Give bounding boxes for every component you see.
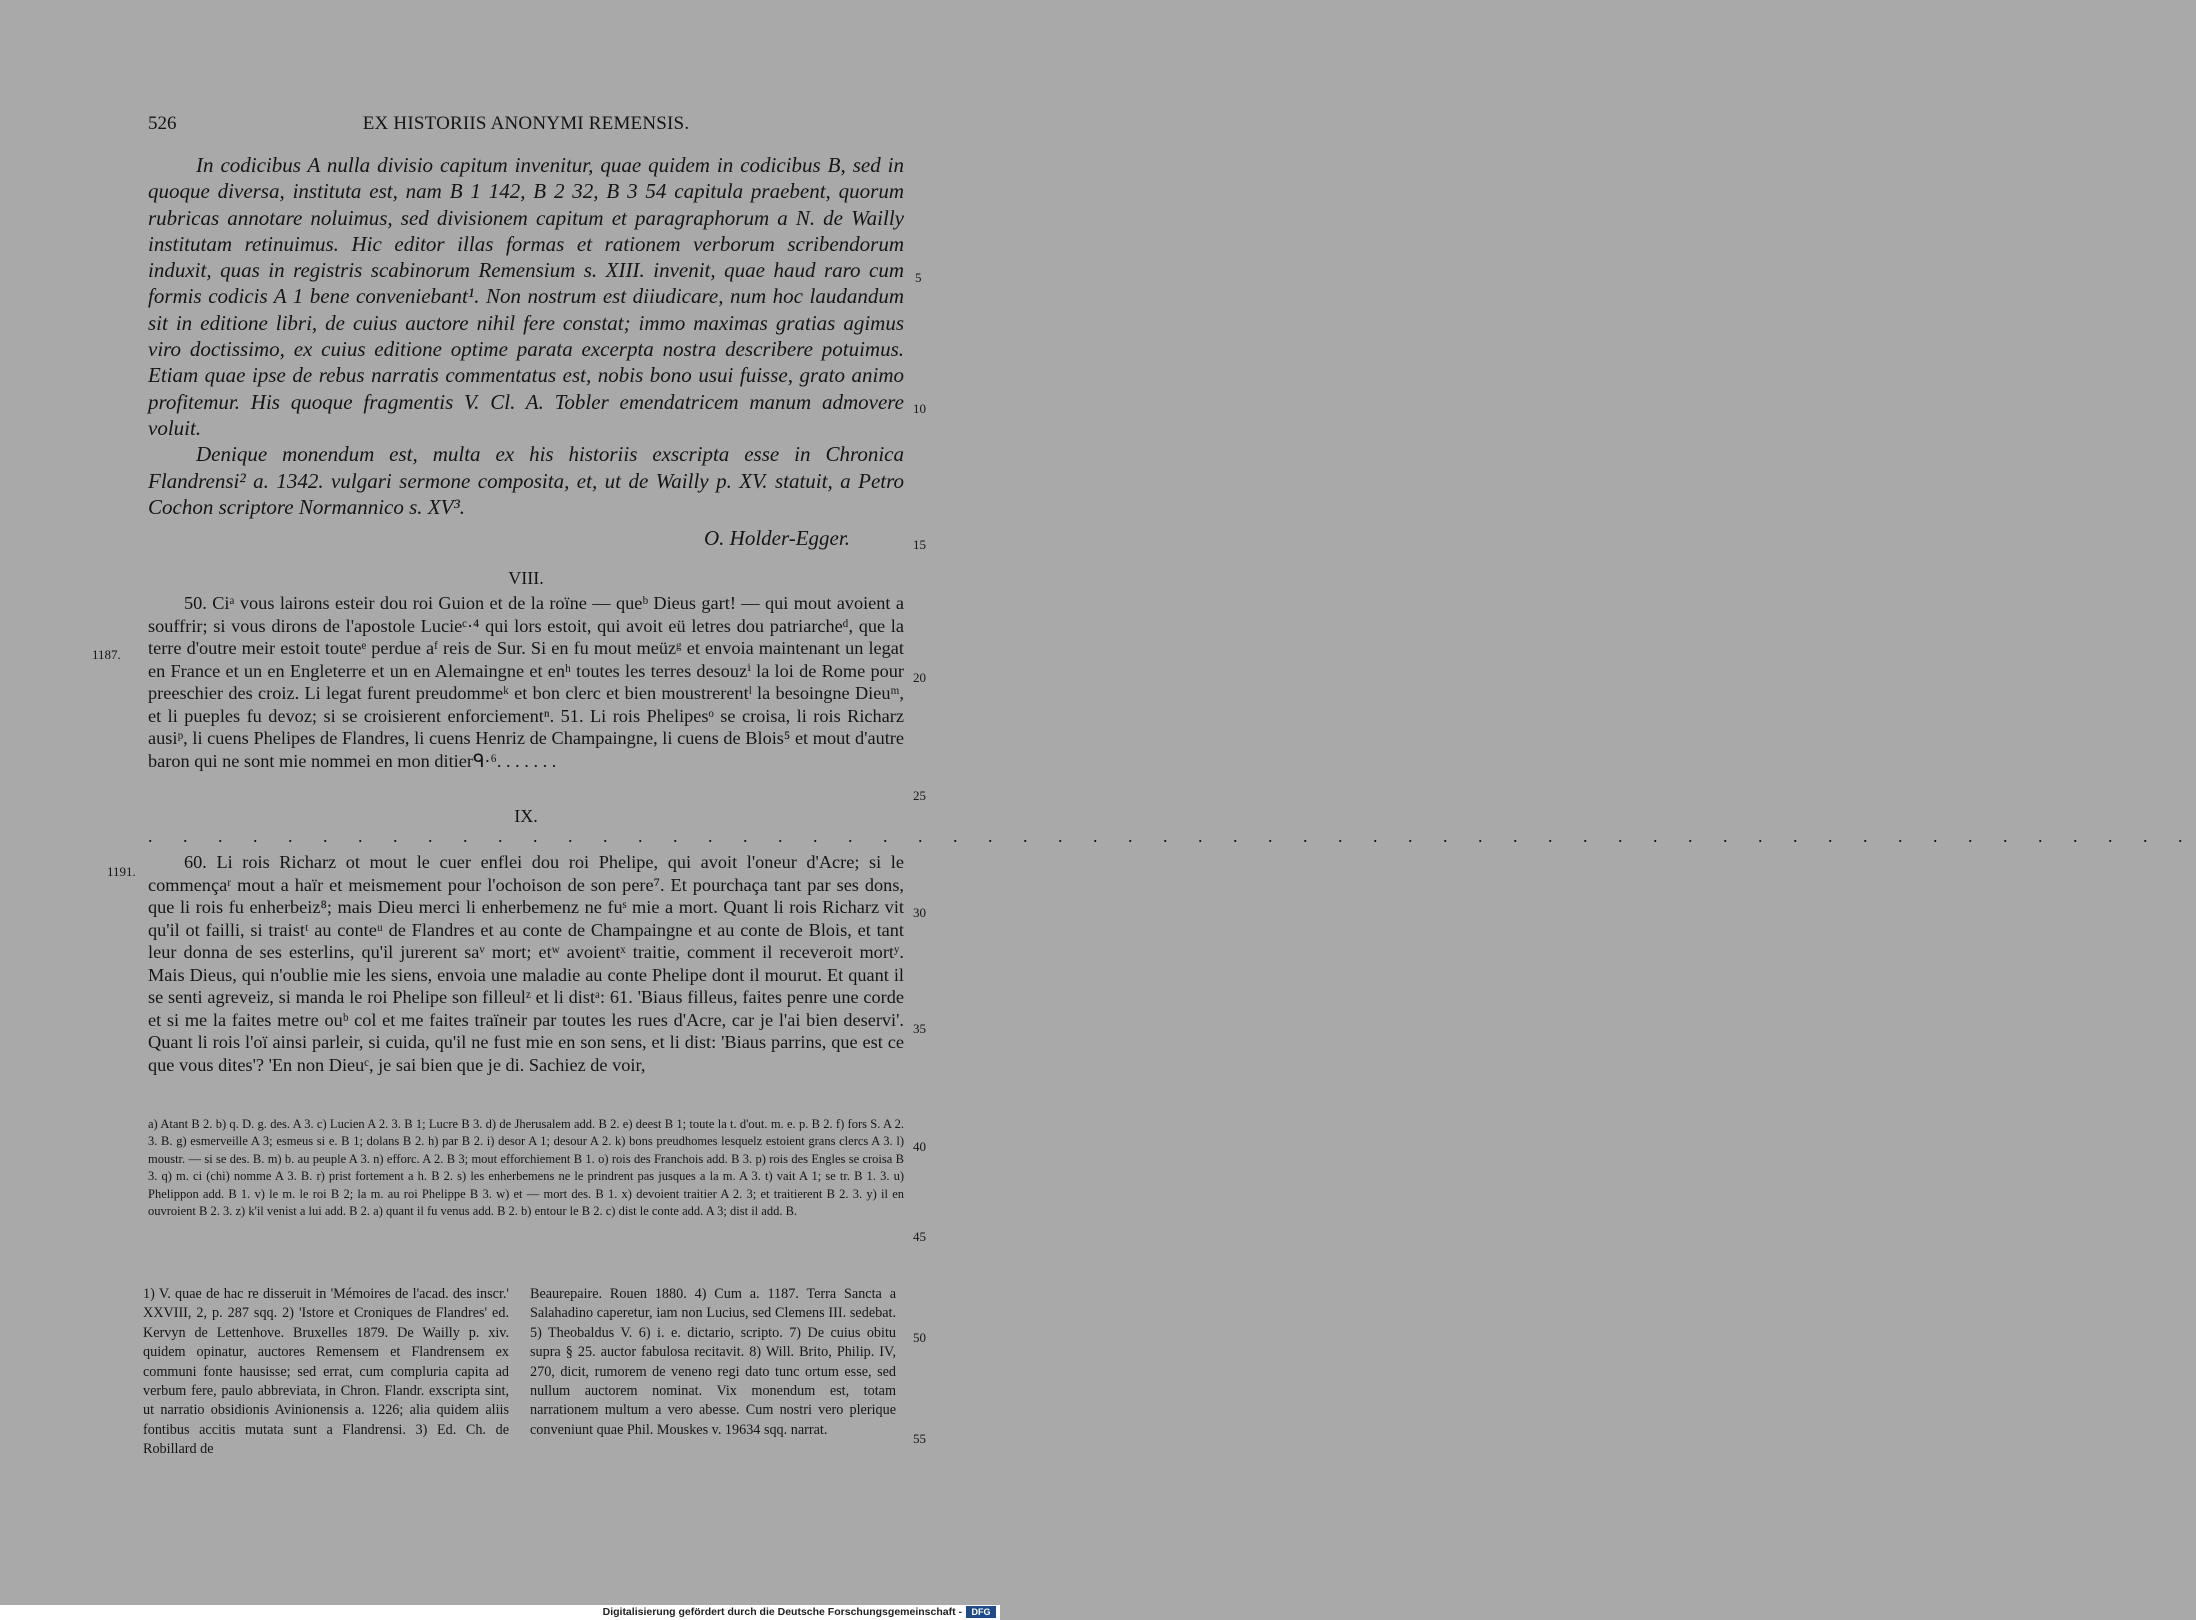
intro-paragraph-1: In codicibus A nulla divisio capitum invenitur, quae quidem in codicibus B, sed in quoque diversa, instituta est, nam B 1 142, B 2 32, B 3 54 capitula praebent, quorum rubricas annotare noluimus, sed divisionem capitum et paragraphorum a N. de Wailly institutam retinuimus. Hic editor illas formas et rationem verborum scribendorum induxit, quas in registris scabinorum Remensium s. XIII. invenit, quae haud raro cum formis codicis A 1 bene conveniebant¹. Non nostrum est diiudicare, num hoc laudandum sit in editione libri, de cuius auctore nihil fere constat; immo maximas gratias agimus viro doctissimo, ex cuius editione optime parata excerpta nostra describere potuimus. Etiam quae ipse de rebus narratis commentatus est, nobis bono usui fuisse, grato animo profitemur. His quoque fragmentis V. Cl. A. Tobler emendatricem manum admovere voluit. [148, 153, 904, 440]
line-number-20: 20 [913, 670, 926, 685]
funding-notice: Digitalisierung gefördert durch die Deutsche Forschungsgemeinschaft - [602, 1606, 962, 1618]
line-number-35: 35 [913, 1021, 926, 1036]
page-title: EX HISTORIIS ANONYMI REMENSIS. [362, 113, 690, 134]
line-number-15: 15 [913, 537, 926, 552]
year-label-1191: 1191. [107, 864, 136, 879]
section-heading-ix: IX. [514, 806, 538, 826]
line-number-5: 5 [915, 270, 922, 285]
editor-signature: O. Holder-Egger. [704, 526, 850, 550]
line-number-30: 30 [913, 905, 926, 920]
line-number-10: 10 [913, 401, 926, 416]
footnotes-left-text: 1) V. quae de hac re disseruit in 'Mémoires de l'acad. des inscr.' XXVIII, 2, p. 287 sqq. 2) 'Istore et Croniques de Flandres' ed. Kervyn de Lettenhove. Bruxelles 1879. De Wailly p. xiv. quidem opinatur, auctores Remensem et Flandrensem ex communi fonte hausisse; sed errat, cum compluria capita ad verbum fere, paulo abbreviata, in Chron. Flandr. exscripta sint, ut narratio obsidionis Avinionensis a. 1226; alia quidem aliis fontibus accitis mutata sunt a Flandrensi. 3) Ed. Ch. de Robillard de [143, 1286, 509, 1458]
page-number: 526 [148, 113, 177, 134]
intro-paragraph-2: Denique monendum est, multa ex his historiis exscripta esse in Chronica Flandrensi² a. 1342. vulgari sermone composita, et, ut de Wailly p. XV. statuit, a Petro Cochon scriptore Normannico s. XV³. [148, 442, 904, 519]
line-number-40: 40 [913, 1139, 926, 1154]
line-number-45: 45 [913, 1229, 926, 1244]
variant-readings: a) Atant B 2. b) q. D. g. des. A 3. c) Lucien A 2. 3. B 1; Lucre B 3. d) de Jherusalem add. B 2. e) deest B 1; toute la t. d'out. m. e. p. B 2. f) fors S. A 2. 3. B. g) esmerveille A 3; esmeus si e. B 1; dolans B 2. h) par B 2. i) desor A 1; desour A 2. k) bons preudhomes lesquelz estoient grans clercs A 3. l) moustr. — si se des. B. m) b. au peuple A 3. n) efforc. A 2. B 3; mout efforchiement B 1. o) rois des Franchois add. B 3. p) rois des Engles se croisa B 3. q) m. ci (chi) nomme A 3. B. r) prist fortement a h. B 2. s) les enherbemens ne le prindrent pas jusques a la m. A 3. t) vait A 1; se tr. B 1. 3. u) Phelippon add. B 1. v) le m. le roi B 2; la m. au roi Phelippe B 3. w) et — mort des. B 1. x) devoient traitier A 2. 3; et traitierent B 2. 3. y) il en ouvroient B 2. 3. z) k'il venist a lui add. B 2. a) quant il fu venus add. B 2. b) entour le B 2. c) dist le conte add. A 3; dist il add. B. [148, 1117, 904, 1219]
omission-dots: . . . . . . . . . . . . . . . . . . . . . . . . . . . . . . . . . . . . . . . . . . . . . . . . . . . . . . . . . . . [148, 826, 2196, 846]
footnotes-left-column [143, 1285, 509, 1460]
footnotes-right-column [530, 1285, 896, 1440]
section-heading-viii: VIII. [508, 568, 544, 588]
editorial-introduction [148, 152, 904, 520]
chapter-ix-paragraph: 60. Li rois Richarz ot mout le cuer enflei dou roi Phelipe, qui avoit l'oneur d'Acre; si le commençaʳ mout a haïr et meismement pour l'ochoison de son pere⁷. Et pourchaça tant par ses dons, que li rois fu enherbeiz⁸; mais Dieu merci li enherbemenz ne fuˢ mie a mort. Quant li rois Richarz vit qu'il ot failli, si traistᵗ au conteᵘ de Flandres et au conte de Champaingne et au conte de Blois, et tant leur donna de ses esterlins, qu'il jurerent saᵛ mort; etʷ avoientˣ traitie, comment il receveroit mortʸ. Mais Dieus, qui n'oublie mie les siens, envoia une maladie au conte Phelipe dont il mourut. Et quant il se senti agreveiz, si manda le roi Phelipe son filleulᶻ et li distᵃ: 61. 'Biaus filleus, faites penre une corde et si me la faites metre ouᵇ col et me faites traïneir par toutes les rues d'Acre, car je l'ai bien deservi'. Quant li rois l'oï ainsi parleir, si cuida, qu'il ne fust mie en son sens, et li dist: 'Biaus parrins, que est ce que vous dites'? 'En non Dieuᶜ, je sai bien que je di. Sachiez de voir, [148, 852, 904, 1075]
dfg-logo-icon: DFG [966, 1606, 996, 1618]
variant-apparatus [148, 1116, 904, 1220]
year-label-1187: 1187. [92, 647, 121, 662]
chapter-viii-paragraph: 50. Ciᵃ vous lairons esteir dou roi Guion et de la roïne — queᵇ Dieus gart! — qui mout avoient a souffrir; si vous dirons de l'apostole Lucieᶜ·⁴ qui lors estoit, qui avoit eü letres dou patriarcheᵈ, que la terre d'outre meir estoit touteᵉ perdue aᶠ reis de Sur. Si en fu mout meüzᵍ et envoia maintenant un legat en France et un en Engleterre et un en Alemaingne et enʰ toutes les terres desouzⁱ la loi de Rome pour preeschier des croiz. Li legat furent preudommeᵏ et bon clerc et bien moustrerentˡ la besoingne Dieuᵐ, et li pueples fu devoz; si se croisierent enforciementⁿ. 51. Li rois Phelipesᵒ se croisa, li rois Richarz ausiᵖ, li cuens Phelipes de Flandres, li cuens Henriz de Champaingne, li cuens de Blois⁵ et mout d'autre baron qui ne sont mie nommei en mon ditierᑫ·⁶. . . . . . . [148, 593, 904, 771]
line-number-55: 55 [913, 1431, 926, 1446]
footnotes-right-text: Beaurepaire. Rouen 1880. 4) Cum a. 1187. Terra Sancta a Salahadino caperetur, iam non Lucius, sed Clemens III. sedebat. 5) Theobaldus V. 6) i. e. dictario, scripto. 7) De cuius obitu supra § 25. auctor fabulosa recitavit. 8) Will. Brito, Philip. IV, 270, dicit, rumorem de veneno regi dato tunc ortum esse, sed nullum auctorem nominat. Vix monendum est, totam narrationem multum a vero abesse. Cum nostri vero plerique conveniunt quae Phil. Mouskes v. 19634 sqq. narrat. [530, 1286, 896, 1438]
chapter-viii-text [148, 592, 904, 772]
line-number-50: 50 [913, 1330, 926, 1345]
digitization-footer [0, 1605, 1000, 1620]
chapter-ix-text [148, 851, 904, 1076]
line-number-25: 25 [913, 788, 926, 803]
